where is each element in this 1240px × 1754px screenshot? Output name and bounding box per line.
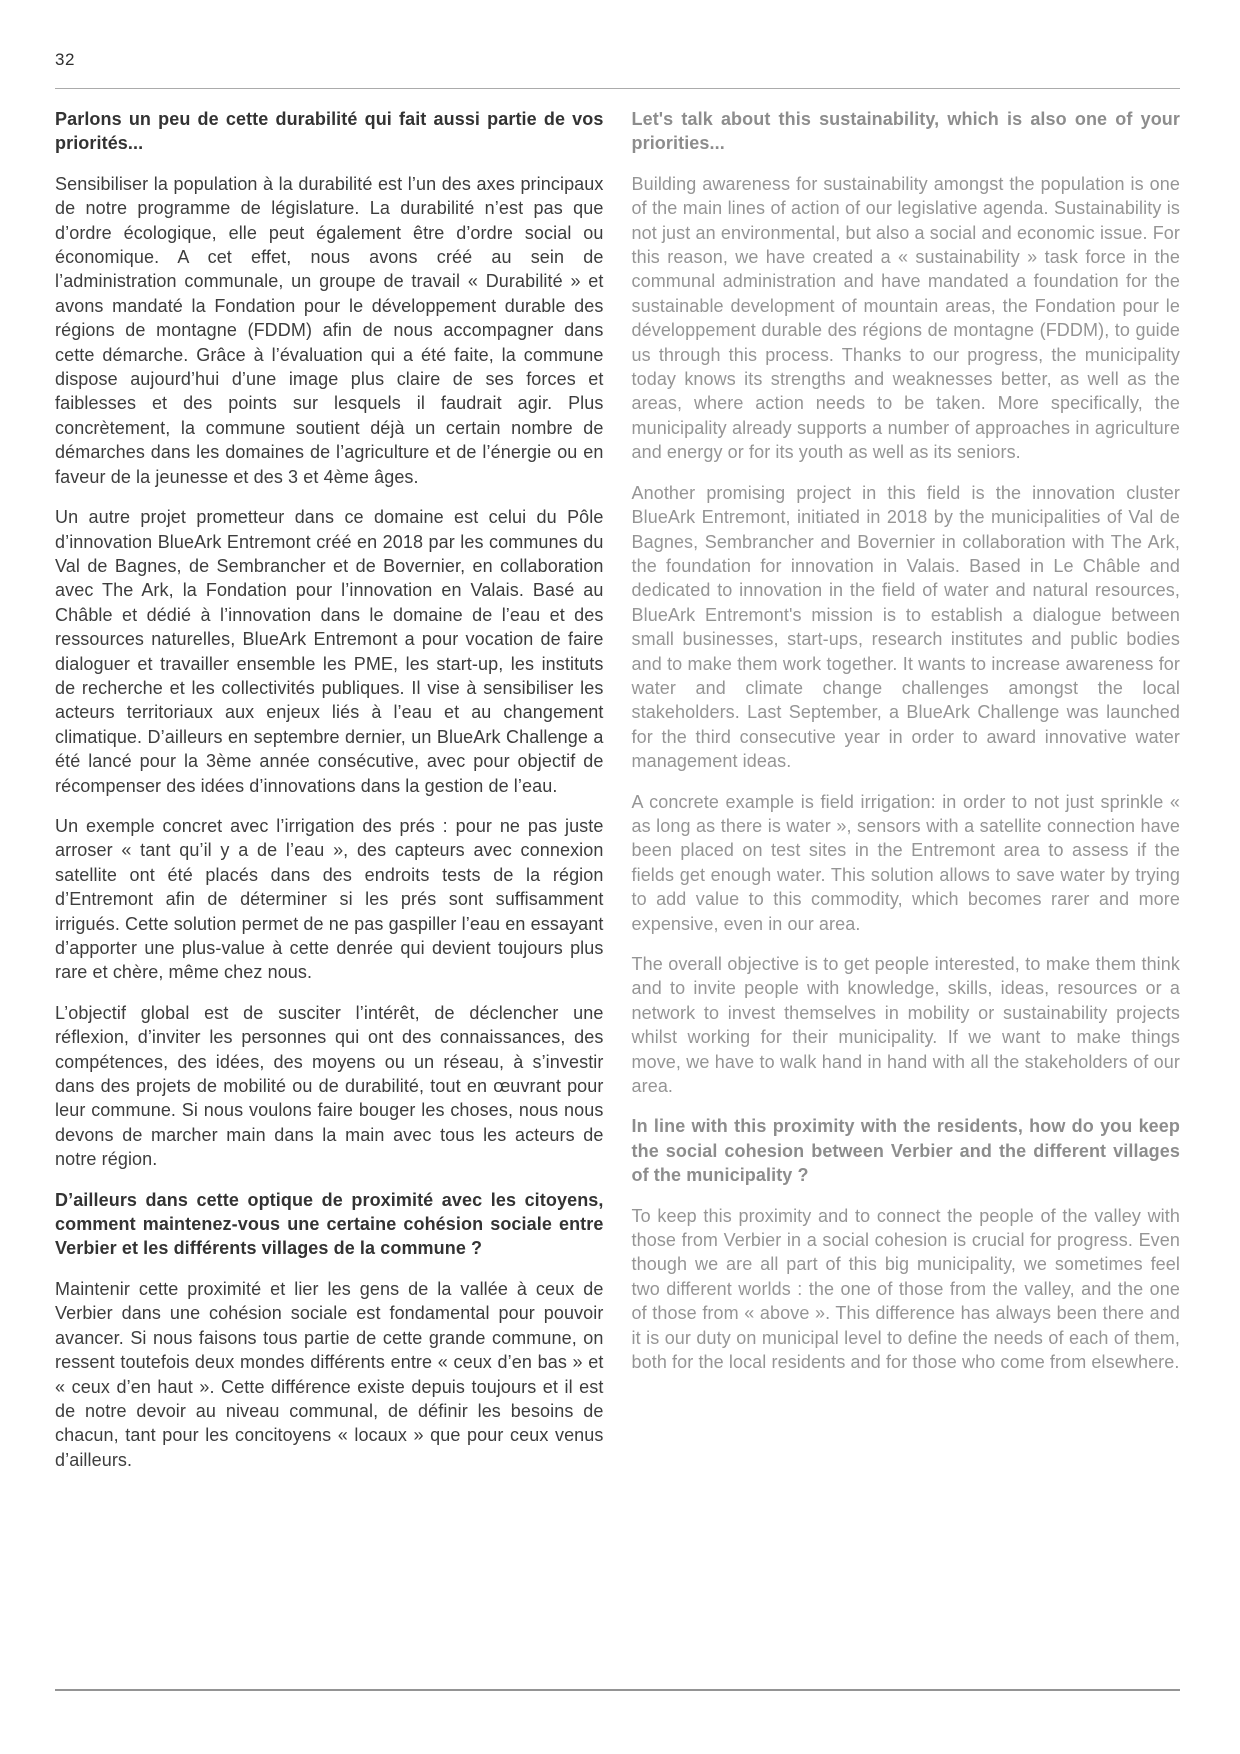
interview-question-fr: D’ailleurs dans cette optique de proximité avec les citoyens, comment maintenez-vous une certaine cohésion sociale entre Verbier et les différents villages de la commune ? [55, 1189, 604, 1259]
paragraph-en: To keep this proximity and to connect the people of the valley with those from Verbier in a social cohesion is crucial for progress. Even though we are all part of this big municipality, we sometimes feel two different worlds : the one of those from the valley, and the one of those from « above ». This difference has always been there and it is our duty on municipal level to define the needs of each of them, both for the local residents and for those who come from elsewhere. [631, 1205, 1180, 1373]
interview-question-fr: Parlons un peu de cette durabilité qui fait aussi partie de vos priorités... [55, 109, 604, 154]
paragraph-en: Another promising project in this field is the innovation cluster BlueArk Entremont, initiated in 2018 by the municipalities of Val de Bagnes, Sembrancher and Bovernier in collaboration with The Ark, the foundation for innovation in Valais. Based in Le Châble and dedicated to innovation in the field of water and natural resources, BlueArk Entremont's mission is to establish a dialogue between small businesses, start-ups, research institutes and public bodies and to make them work together. It wants to increase awareness for water and climate change challenges amongst the local stakeholders. Last September, a BlueArk Challenge was launched for the third consecutive year in order to award innovative water management ideas. [631, 482, 1180, 772]
paragraph-fr: Maintenir cette proximité et lier les gens de la vallée à ceux de Verbier dans une cohésion sociale est fondamental pour pouvoir avancer. Si nous faisons tous partie de cette grande commune, on ressent toutefois deux mondes différents entre « ceux d’en bas » et « ceux d’en haut ». Cette différence existe depuis toujours et il est de notre devoir au niveau communal, de définir les besoins de chacun, tant pour les concitoyens « locaux » que pour ceux venus d’ailleurs. [55, 1278, 604, 1470]
paragraph-fr: Un exemple concret avec l’irrigation des prés : pour ne pas juste arroser « tant qu’il y a de l’eau », des capteurs avec connexion satellite ont été placés dans des endroits tests de la région d’Entremont afin de déterminer si les prés sont suffisamment irrigués. Cette solution permet de ne pas gaspiller l’eau en essayant d’apporter une plus-value à cette denrée qui devient toujours plus rare et chère, même chez nous. [55, 815, 604, 983]
paragraph-en: The overall objective is to get people interested, to make them think and to invite people with knowledge, skills, ideas, resources or a network to invest themselves in mobility or sustainability projects whilst working for their municipality. If we want to make things move, we have to walk hand in hand with all the stakeholders of our area. [631, 954, 1180, 1097]
paragraph-fr: Sensibiliser la population à la durabilité est l’un des axes principaux de notre programme de législature. La durabilité n’est pas que d’ordre écologique, elle peut également être d’ordre social ou économique. A cet effet, nous avons créé au sein de l’administration communale, un groupe de travail « Durabilité » et avons mandaté la Fondation pour le développement durable des régions de montagne (FDDM) afin de nous accompagner dans cette démarche. Grâce à l’évaluation qui a été faite, la commune dispose aujourd’hui d’une image plus claire de ses forces et faiblesses et des points sur lesquels il faudrait agir. Plus concrètement, la commune soutient déjà un certain nombre de démarches dans les domaines de l’agriculture et de l’énergie ou en faveur de la jeunesse et des 3 et 4ème âges. [55, 173, 604, 487]
paragraph-fr: L’objectif global est de susciter l’intérêt, de déclencher une réflexion, d’inviter les personnes qui ont des connaissances, des compétences, des idées, des moyens ou un réseau, à s’investir dans des projets de mobilité ou de durabilité, tout en œuvrant pour leur commune. Si nous voulons faire bouger les choses, nous nous devons de marcher main dans la main avec tous les acteurs de notre région. [55, 1002, 604, 1170]
paragraph-fr: Un autre projet prometteur dans ce domaine est celui du Pôle d’innovation BlueArk Entremont créé en 2018 par les communes du Val de Bagnes, de Sembrancher et de Bovernier, en collaboration avec The Ark, la Fondation pour l’innovation en Valais. Basé au Châble et dédié à l’innovation dans le domaine de l’eau et des ressources naturelles, BlueArk Entremont a pour vocation de faire dialoguer et travailler ensemble les PME, les start-up, les instituts de recherche et les collectivités publiques. Il vise à sensibiliser les acteurs territoriaux aux enjeux liés à l’eau et au changement climatique. D’ailleurs en septembre dernier, un BlueArk Challenge a été lancé pour la 3ème année consécutive, avec pour objectif de récompenser des idées d’innovations dans la gestion de l’eau. [55, 507, 604, 796]
interview-question-en: In line with this proximity with the residents, how do you keep the social cohesion between Verbier and the different villages of the municipality ? [631, 1116, 1180, 1186]
page-number: 32 [55, 50, 76, 69]
paragraph-en: A concrete example is field irrigation: in order to not just sprinkle « as long as there is water », sensors with a satellite connection have been placed on test sites in the Entremont area to assess if the fields get enough water. This solution allows to save water by trying to add value to this commodity, which becomes rarer and more expensive, even in our area. [631, 791, 1180, 934]
header-rule [55, 88, 1180, 89]
paragraph-en: Building awareness for sustainability amongst the population is one of the main lines of action of our legislative agenda. Sustainability is not just an environmental, but also a social and economic issue. For this reason, we have created a « sustainability » task force in the communal administration and have mandated a foundation for the sustainable development of mountain areas, the Fondation pour le développement durable des régions de montagne (FDDM), to guide us through this process. Thanks to our progress, the municipality today knows its strengths and weaknesses better, as well as the areas, where action needs to be taken. More specifically, the municipality already supports a number of approaches in agriculture and energy or for its youth as well as its seniors. [631, 173, 1180, 463]
two-column-article [55, 107, 1180, 1472]
interview-question-en: Let's talk about this sustainability, which is also one of your priorities... [631, 109, 1180, 154]
english-column [632, 107, 1181, 1472]
french-column [55, 107, 604, 1472]
footer-rule [55, 1689, 1180, 1691]
